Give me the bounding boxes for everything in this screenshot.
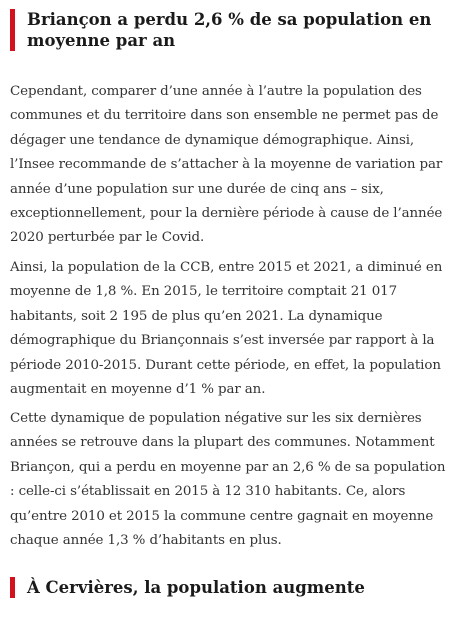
section-heading-briancon: Briançon a perdu 2,6 % de sa population en moyenne par an — [10, 9, 440, 51]
article-paragraph-2: Ainsi, la population de la CCB, entre 2015 et 2021, a diminué en moyenne de 1,8 %. En 2015, le territoire comptait 21 017 habitants, soit 2 195 de plus qu’en 2021. La dynamique démographique du Briançonnais s’est inversée par rapport à la période 2010-2015. Durant cette période, en effet, la population augmentait en moyenne d’1 % par an. — [10, 260, 443, 398]
article-paragraph-1: Cependant, comparer d’une année à l’autre la population des communes et du territoire dans son ensemble ne permet pas de dégager une tendance de dynamique démographique. Ainsi, l’Insee recommande de s’attacher à la moyenne de variation par année d’une population sur une durée de cinq ans – six, exceptionnellement, pour la dernière période à cause de l’année 2020 perturbée par le Covid. — [10, 84, 443, 246]
article-paragraph-3: Cette dynamique de population négative sur les six dernières années se retrouve dans la plupart des communes. Notamment Briançon, qui a perdu en moyenne par an 2,6 % de sa population : celle-ci s’établissait en 2015 à 12 310 habitants. Ce, alors qu’entre 2010 et 2015 la commune centre gagnait en moyenne chaque année 1,3 % d’habitants en plus. — [10, 411, 446, 549]
section-heading-cervieres: À Cervières, la population augmente — [10, 577, 440, 598]
